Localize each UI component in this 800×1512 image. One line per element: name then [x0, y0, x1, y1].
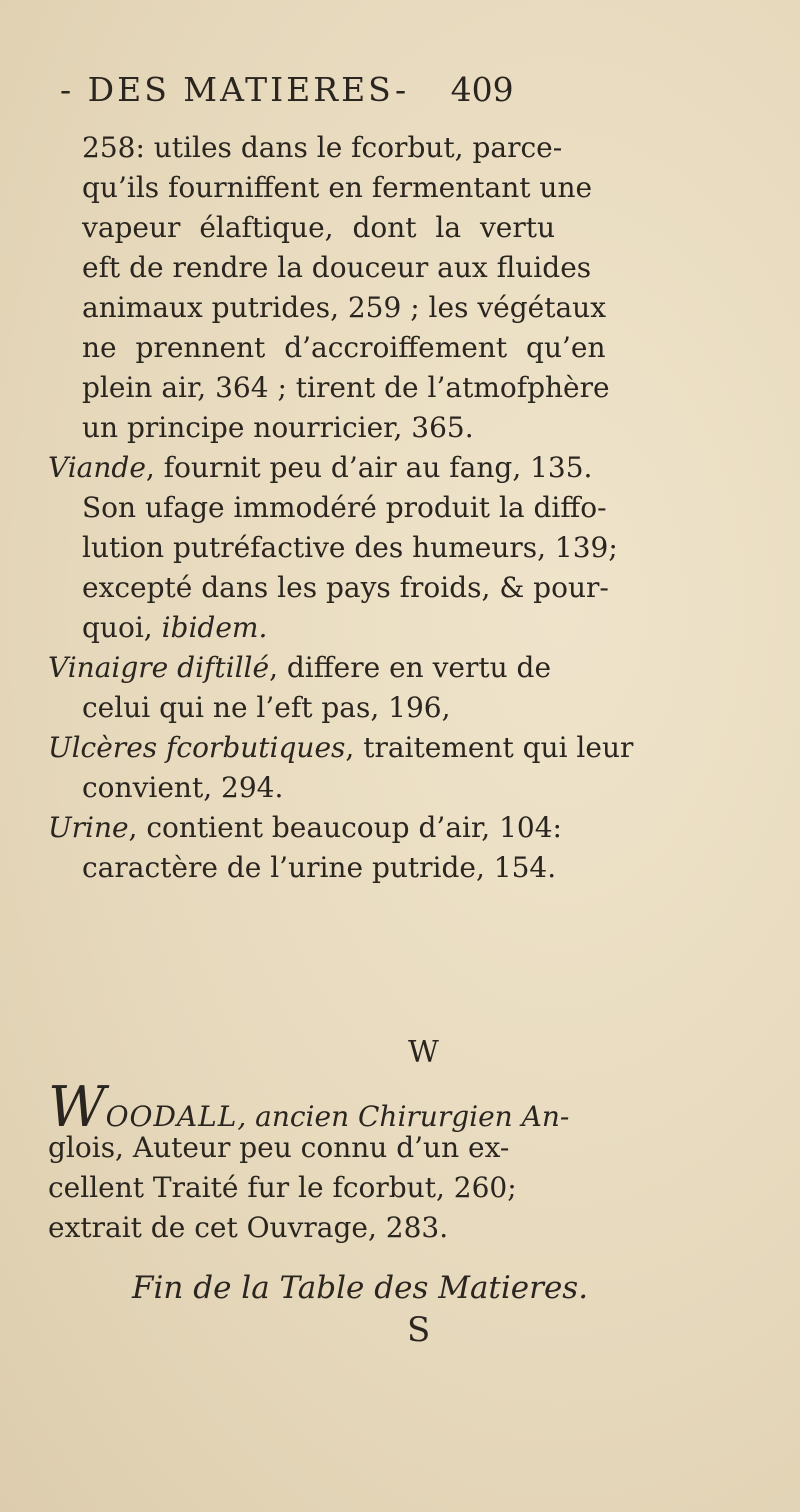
- entry-line: 258: utiles dans le fcorbut, parce-: [82, 131, 563, 164]
- entry-reference: ibidem.: [161, 611, 268, 644]
- entry-line: un principe nourricier, 365.: [82, 411, 474, 444]
- entry-line: ne prennent d’accroiffement qu’en: [82, 331, 606, 364]
- entry-headword: Vinaigre diftillé: [48, 651, 270, 684]
- entry-text: , fournit peu d’air au fang, 135.: [145, 451, 593, 484]
- entry-line: caractère de l’urine putride, 154.: [82, 851, 557, 884]
- index-entry-ulceres: [48, 728, 633, 768]
- entry-line: extrait de cet Ouvrage, 283.: [48, 1211, 449, 1244]
- entry-text: , differe en vertu de: [269, 651, 552, 684]
- running-header: [60, 70, 700, 109]
- index-entry-urine: [48, 808, 562, 848]
- index-entry-vinaigre: [48, 648, 551, 688]
- entry-line: qu’ils fourniffent en fermentant une: [82, 171, 593, 204]
- drop-cap: W: [48, 1075, 106, 1140]
- entry-line: animaux putrides, 259 ; les végétaux: [82, 291, 606, 324]
- entry-line: cellent Traité fur le fcorbut, 260;: [48, 1171, 517, 1204]
- entry-text: , contient beaucoup d’air, 104:: [128, 811, 562, 844]
- entry-headword: Urine: [48, 811, 129, 844]
- entry-text: , traitement qui leur: [345, 731, 634, 764]
- entry-text: , ancien Chirurgien An-: [237, 1100, 570, 1133]
- section-letter: W: [408, 1035, 439, 1070]
- entry-line: [82, 608, 267, 648]
- header-title: - DES MATIERES-: [60, 70, 410, 109]
- entry-line: Son ufage immodéré produit la diffo-: [82, 491, 607, 524]
- index-entry-viande: [48, 448, 592, 488]
- entry-line: glois, Auteur peu connu d’un ex-: [48, 1131, 510, 1164]
- entry-line: convient, 294.: [82, 771, 284, 804]
- entry-line: lution putréfactive des humeurs, 139;: [82, 531, 618, 564]
- closing-line: Fin de la Table des Matieres.: [132, 1270, 589, 1306]
- entry-text: quoi,: [82, 611, 153, 644]
- entry-headword: Viande: [48, 451, 146, 484]
- entry-line: vapeur élaftique, dont la vertu: [82, 211, 556, 244]
- entry-line: plein air, 364 ; tirent de l’atmofphère: [82, 371, 610, 404]
- entry-line: excepté dans les pays froids, & pour-: [82, 571, 609, 604]
- entry-line: celui qui ne l’eft pas, 196,: [82, 691, 451, 724]
- entry-headword: OODALL: [105, 1100, 238, 1133]
- page-number: 409: [450, 70, 514, 109]
- signature-mark: S: [407, 1310, 431, 1350]
- entry-headword: Ulcères fcorbutiques: [48, 731, 346, 764]
- entry-line: eft de rendre la douceur aux fluides: [82, 251, 592, 284]
